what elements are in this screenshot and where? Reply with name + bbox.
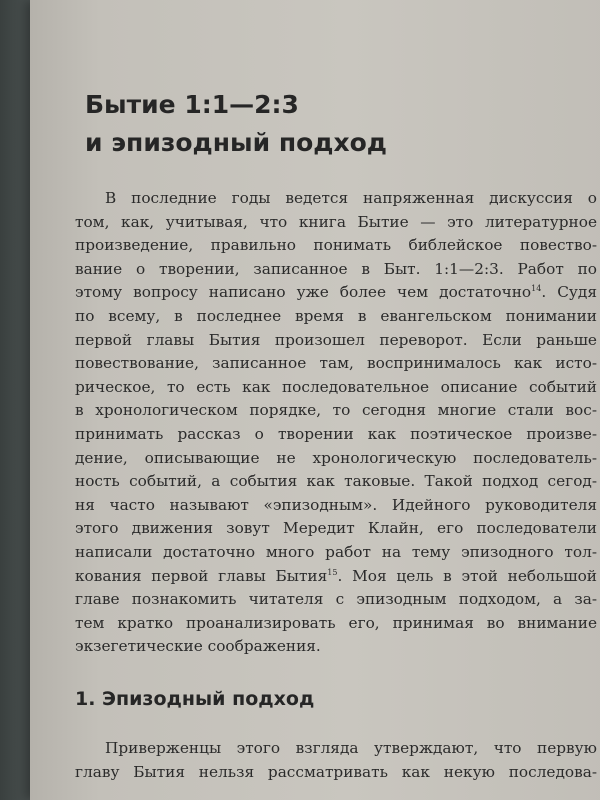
text-line: дение, описывающие не хронологическую последователь- — [75, 448, 597, 467]
text-line: ня часто называют «эпизодным». Идейного руководителя — [75, 495, 597, 514]
text-line: произведение, правильно понимать библейское повество- — [75, 236, 597, 255]
text-line: первой главы Бытия произошел переворот. Если раньше — [75, 330, 597, 349]
text-line: главу Бытия нельзя рассматривать как некую последова- — [75, 762, 597, 781]
text-segment: . Судя — [541, 283, 597, 302]
chapter-title-line-1: Бытие 1:1—2:3 — [85, 90, 299, 119]
text-segment: кования первой главы Бытия — [75, 566, 328, 585]
section-heading: 1. Эпизодный подход — [75, 688, 315, 710]
paragraph-intro — [75, 187, 597, 659]
text-line: экзегетические соображения. — [75, 637, 321, 656]
text-line: том, как, учитывая, что книга Бытие — это литературное — [75, 212, 597, 231]
text-line: главе познакомить читателя с эпизодным подходом, а за- — [75, 590, 597, 609]
text-line: тем кратко проанализировать его, принимая во внимание — [75, 613, 597, 632]
footnote-marker-14: 14 — [531, 284, 542, 294]
text-segment: . Моя цель в этой небольшой — [337, 566, 597, 585]
text-segment: этому вопросу написано уже более чем достаточно — [75, 283, 532, 302]
text-line: написали достаточно много работ на тему эпизодного тол- — [75, 542, 597, 561]
text-line: по всему, в последнее время в евангельском понимании — [75, 306, 597, 325]
book-page — [30, 0, 600, 800]
text-line-with-footnote — [75, 281, 597, 305]
text-line: вание о творении, записанное в Быт. 1:1—2:3. Работ по — [75, 259, 597, 278]
chapter-title-line-2: и эпизодный подход — [85, 128, 387, 157]
text-line: повествование, записанное там, воспринималось как исто- — [75, 354, 597, 373]
text-line: Приверженцы этого взгляда утверждают, что первую — [105, 739, 597, 757]
text-line: принимать рассказ о творении как поэтическое произве- — [75, 424, 597, 443]
text-line: ность событий, а события как таковые. Такой подход сегод- — [75, 472, 597, 491]
text-line: в хронологическом порядке, то сегодня многие стали вос- — [75, 401, 597, 420]
text-line: рическое, то есть как последовательное описание событий — [75, 377, 597, 396]
text-line: этого движения зовут Мередит Клайн, его последователи — [75, 519, 597, 538]
chapter-title — [85, 86, 387, 162]
paragraph-section-1 — [75, 737, 597, 784]
text-line-with-footnote — [75, 565, 597, 589]
text-line: В последние годы ведется напряженная дискуссия о — [105, 189, 597, 207]
footnote-marker-15: 15 — [327, 567, 338, 577]
